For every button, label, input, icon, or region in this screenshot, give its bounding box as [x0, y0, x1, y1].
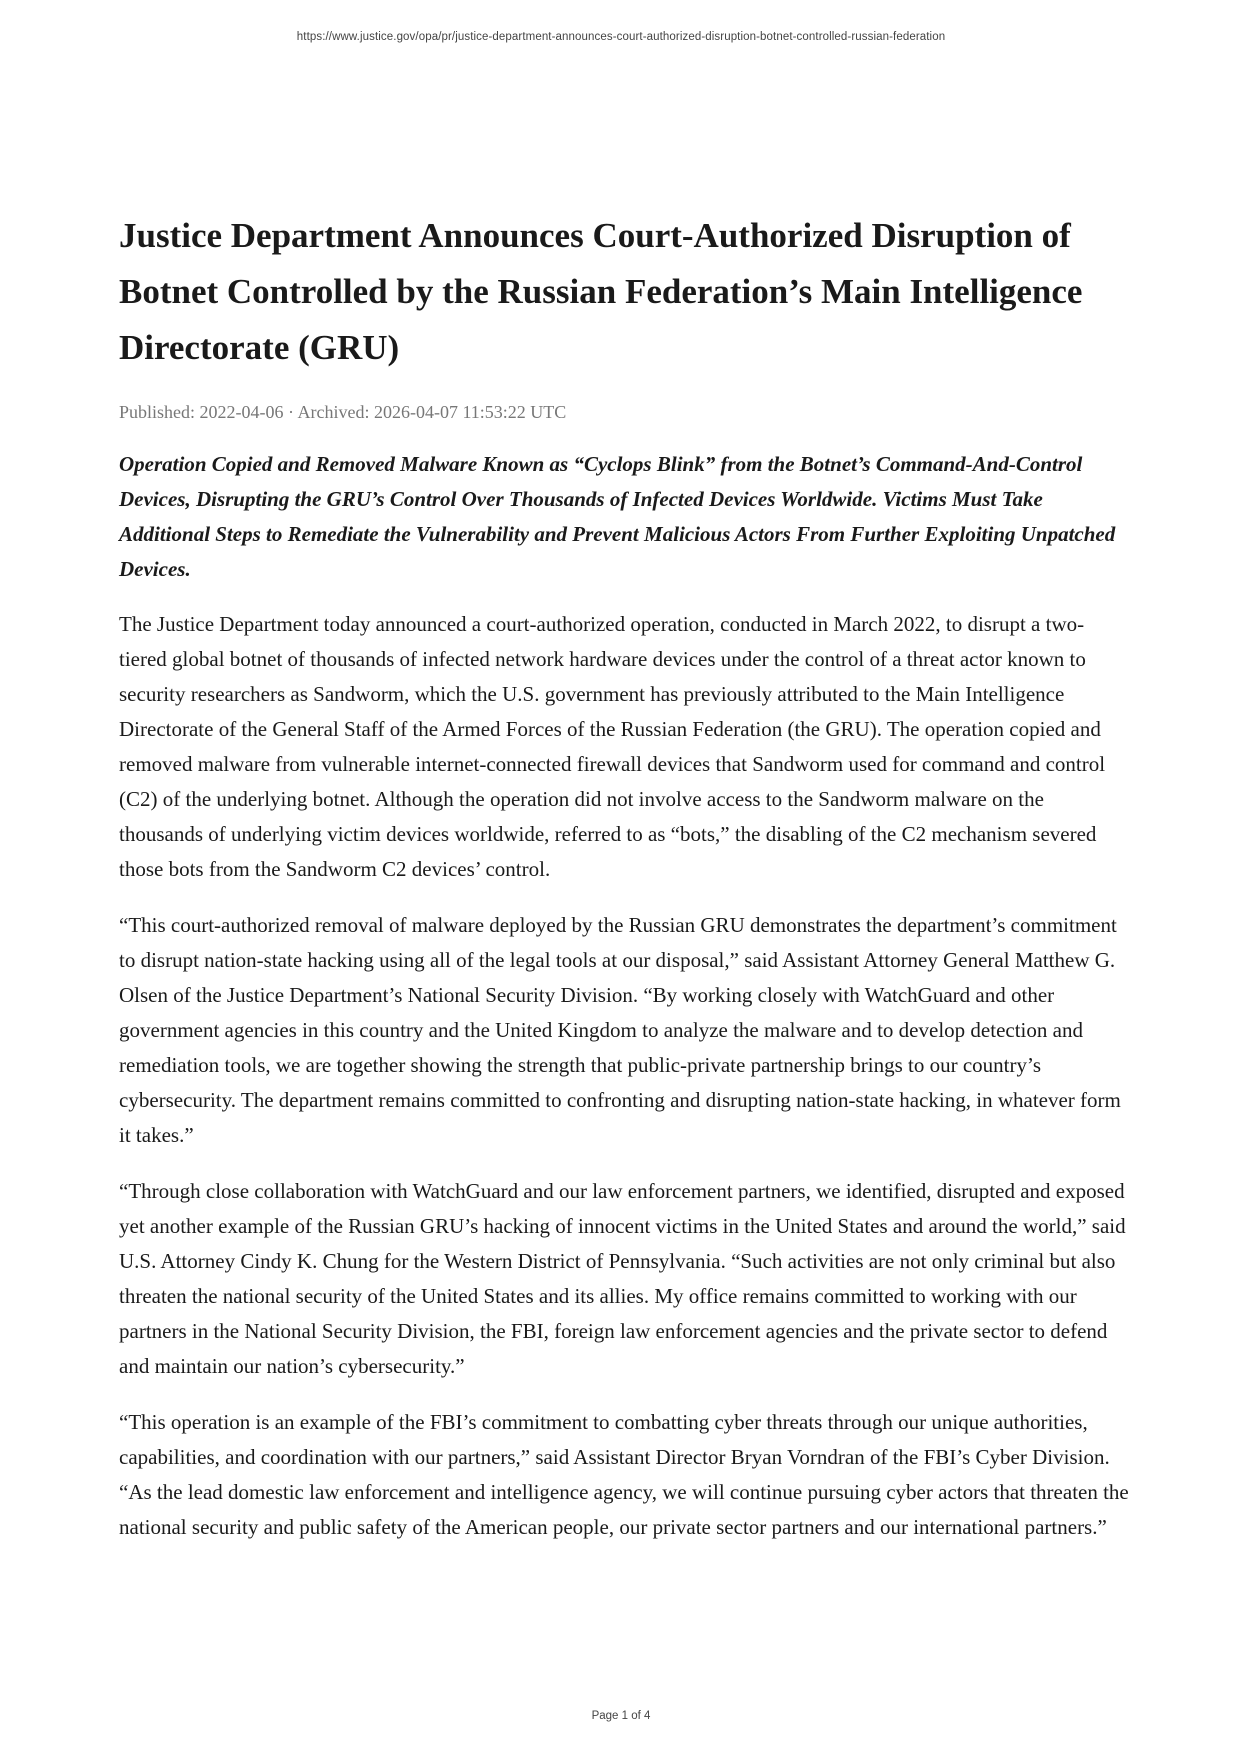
body-paragraph: “This operation is an example of the FBI’s commitment to combatting cyber threats through our unique authorities, capabilities, and coordination with our partners,” said Assistant Director Bryan Vorndran of the FBI’s Cyber Division. “As the lead domestic law enforcement and intelligence agency, we will continue pursuing cyber actors that threaten the national security and public safety of the American people, our private sector partners and our international partners.” [119, 1410, 1129, 1539]
article-title: Justice Department Announces Court-Authorized Disruption of Botnet Controlled by the Russian Federation’s Main Intelligence Directorate (GRU) [119, 216, 1083, 367]
article-subtitle: Operation Copied and Removed Malware Known as “Cyclops Blink” from the Botnet’s Command-And-Control Devices, Disrupting the GRU’s Control Over Thousands of Infected Devices Worldwide. Victims Must Take Additional Steps to Remediate the Vulnerability and Prevent Malicious Actors From Further Exploiting Unpatched Devices. [119, 452, 1116, 581]
page-url-header: https://www.justice.gov/opa/pr/justice-department-announces-court-authorized-disruption-botnet-controlled-russian-federation [296, 31, 946, 43]
body-paragraph: “Through close collaboration with WatchGuard and our law enforcement partners, we identified, disrupted and exposed yet another example of the Russian GRU’s hacking of innocent victims in the United States and around the world,” said U.S. Attorney Cindy K. Chung for the Western District of Pennsylvania. “Such activities are not only criminal but also threaten the national security of the United States and its allies. My office remains committed to working with our partners in the National Security Division, the FBI, foreign law enforcement agencies and the private sector to defend and maintain our nation’s cybersecurity.” [119, 1179, 1126, 1378]
article [119, 208, 1129, 1566]
body-paragraph: “This court-authorized removal of malware deployed by the Russian GRU demonstrates the department’s commitment to disrupt nation-state hacking using all of the legal tools at our disposal,” said Assistant Attorney General Matthew G. Olsen of the Justice Department’s National Security Division. “By working closely with WatchGuard and other government agencies in this country and the United Kingdom to analyze the malware and to develop detection and remediation tools, we are together showing the strength that public-private partnership brings to our country’s cybersecurity. The department remains committed to confronting and disrupting nation-state hacking, in whatever form it takes.” [119, 913, 1121, 1147]
publication-meta: Published: 2022-04-06 · Archived: 2026-04-07 11:53:22 UTC [119, 402, 567, 422]
body-paragraph: The Justice Department today announced a court-authorized operation, conducted in March 2022, to disrupt a two-tiered global botnet of thousands of infected network hardware devices under the control of a threat actor known to security researchers as Sandworm, which the U.S. government has previously attributed to the Main Intelligence Directorate of the General Staff of the Armed Forces of the Russian Federation (the GRU). The operation copied and removed malware from vulnerable internet-connected firewall devices that Sandworm used for command and control (C2) of the underlying botnet. Although the operation did not involve access to the Sandworm malware on the thousands of underlying victim devices worldwide, referred to as “bots,” the disabling of the C2 mechanism severed those bots from the Sandworm C2 devices’ control. [119, 612, 1106, 881]
page-number: Page 1 of 4 [591, 1710, 651, 1722]
